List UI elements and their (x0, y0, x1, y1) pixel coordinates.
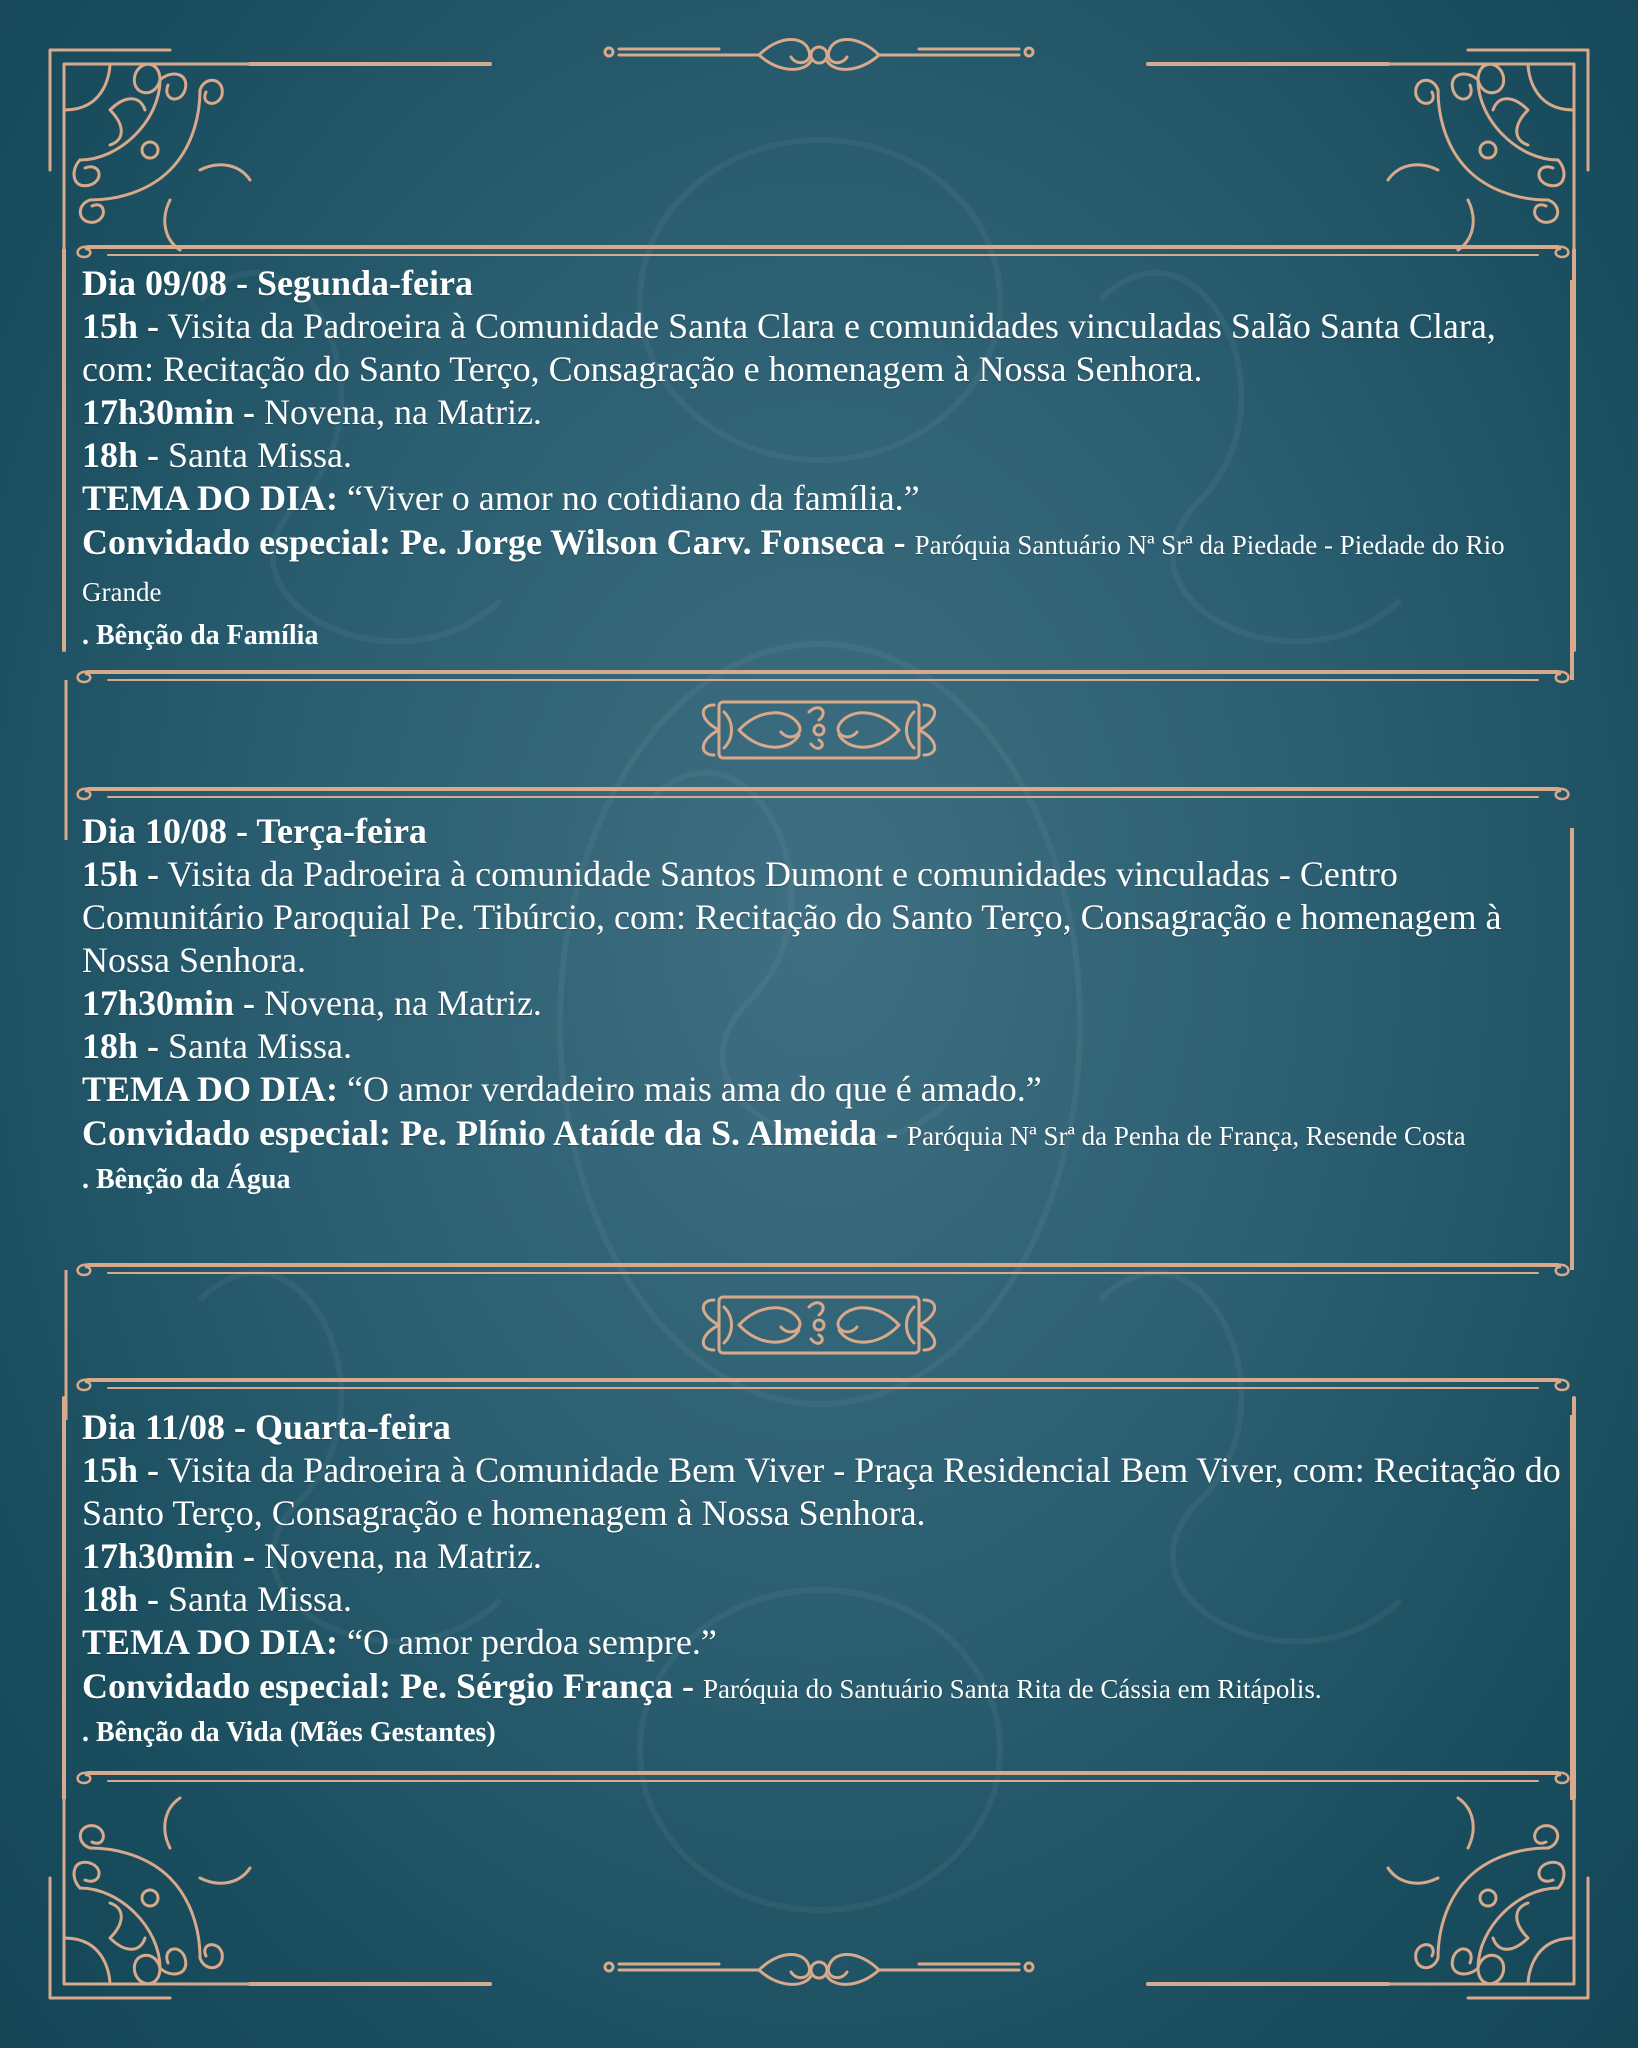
theme-line (82, 1068, 1562, 1111)
mass-text: Santa Missa. (168, 1579, 353, 1619)
theme-text: “O amor perdoa sempre.” (347, 1622, 717, 1662)
theme-label: TEMA DO DIA: (82, 1622, 339, 1662)
visit-time: 15h - (82, 854, 160, 894)
novena-line (82, 391, 1562, 434)
mass-time: 18h - (82, 435, 160, 475)
guest-parish: Paróquia Nª Srª da Penha de França, Resende Costa (907, 1121, 1466, 1151)
day-section-3 (82, 1406, 1562, 1753)
visit-time: 15h - (82, 306, 160, 346)
guest-line (82, 1111, 1562, 1158)
theme-label: TEMA DO DIA: (82, 478, 339, 518)
novena-line (82, 1535, 1562, 1578)
mass-time: 18h - (82, 1579, 160, 1619)
day-title: Dia 11/08 - Quarta-feira (82, 1407, 451, 1447)
mass-line (82, 1578, 1562, 1621)
mass-text: Santa Missa. (168, 1026, 353, 1066)
mass-line (82, 434, 1562, 477)
novena-text: Novena, na Matriz. (264, 392, 542, 432)
theme-line (82, 477, 1562, 520)
novena-line (82, 982, 1562, 1025)
day-section-2 (82, 810, 1562, 1200)
blessing: . Bênção da Família (82, 620, 319, 651)
visit-text: Visita da Padroeira à Comunidade Bem Viver - Praça Residencial Bem Viver, com: Recitação do Santo Terço, Consagração e homenagem à Nossa Senhora. (82, 1450, 1561, 1533)
novena-time: 17h30min - (82, 983, 256, 1023)
guest-line (82, 520, 1562, 614)
guest-parish: Paróquia Santuário Nª Srª da Piedade - Piedade do Rio Grande (82, 530, 1505, 607)
visit-line (82, 853, 1562, 982)
theme-line (82, 1621, 1562, 1664)
mass-text: Santa Missa. (168, 435, 353, 475)
guest-label: Convidado especial: Pe. Plínio Ataíde da S. Almeida - (82, 1113, 899, 1153)
mass-line (82, 1025, 1562, 1068)
visit-text: Visita da Padroeira à comunidade Santos Dumont e comunidades vinculadas - Centro Comunitário Paroquial Pe. Tibúrcio, com: Recitação do Santo Terço, Consagração e homenagem à Nossa Senhora. (82, 854, 1502, 980)
novena-time: 17h30min - (82, 392, 256, 432)
novena-text: Novena, na Matriz. (264, 1536, 542, 1576)
theme-text: “O amor verdadeiro mais ama do que é amado.” (347, 1069, 1042, 1109)
visit-time: 15h - (82, 1450, 160, 1490)
blessing: . Bênção da Vida (Mães Gestantes) (82, 1717, 496, 1748)
blessing: . Bênção da Água (82, 1164, 291, 1195)
visit-line (82, 1449, 1562, 1535)
guest-label: Convidado especial: Pe. Sérgio França - (82, 1666, 694, 1706)
guest-label: Convidado especial: Pe. Jorge Wilson Carv. Fonseca - (82, 522, 906, 562)
novena-time: 17h30min - (82, 1536, 256, 1576)
visit-text: Visita da Padroeira à Comunidade Santa Clara e comunidades vinculadas Salão Santa Clara, com: Recitação do Santo Terço, Consagração e homenagem à Nossa Senhora. (82, 306, 1496, 389)
novena-text: Novena, na Matriz. (264, 983, 542, 1023)
mass-time: 18h - (82, 1026, 160, 1066)
guest-line (82, 1664, 1562, 1711)
theme-text: “Viver o amor no cotidiano da família.” (347, 478, 920, 518)
day-title: Dia 09/08 - Segunda-feira (82, 263, 473, 303)
day-title: Dia 10/08 - Terça-feira (82, 811, 427, 851)
visit-line (82, 305, 1562, 391)
theme-label: TEMA DO DIA: (82, 1069, 339, 1109)
guest-parish: Paróquia do Santuário Santa Rita de Cássia em Ritápolis. (702, 1674, 1322, 1704)
day-section-1 (82, 262, 1562, 656)
